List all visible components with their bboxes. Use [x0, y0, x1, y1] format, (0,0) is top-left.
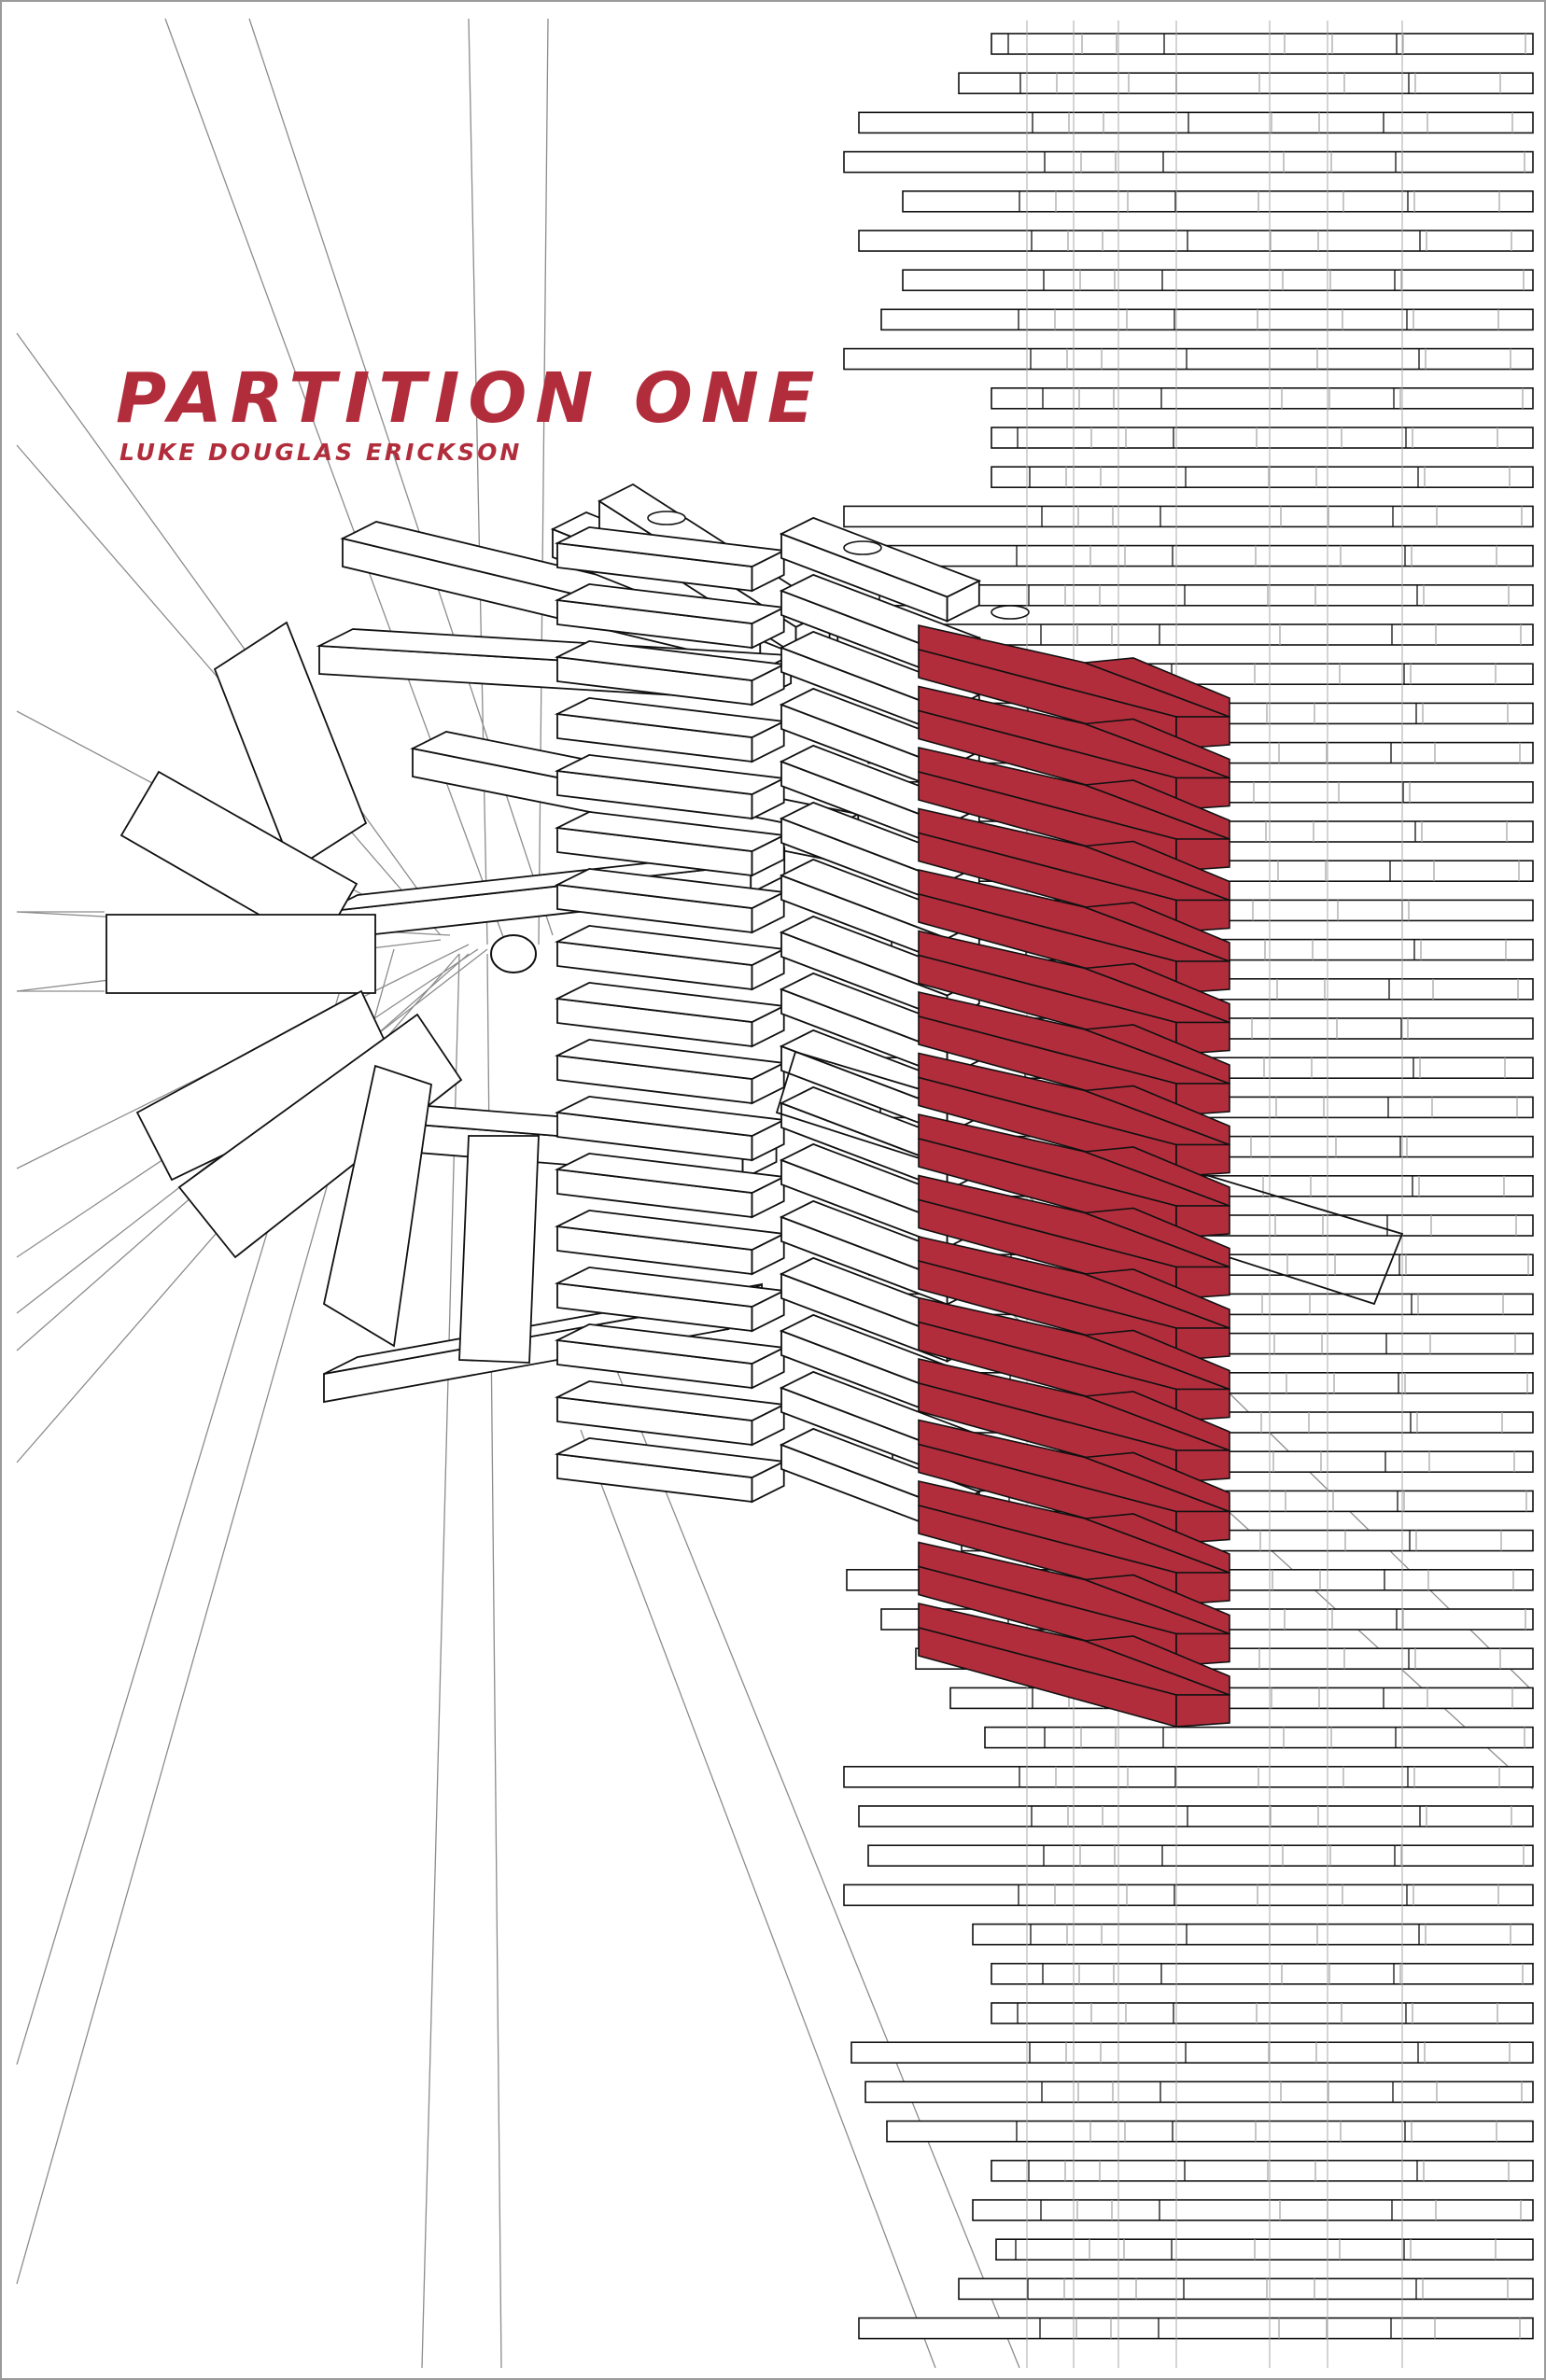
white-slab — [557, 926, 784, 989]
horizontal-bar — [865, 2081, 1533, 2102]
horizontal-bar — [845, 546, 1533, 567]
cover-author: LUKE DOUGLAS ERICKSON — [119, 439, 523, 466]
slab-hole — [844, 541, 881, 554]
horizontal-bar — [903, 191, 1533, 212]
guide-line — [539, 19, 548, 945]
white-slab — [557, 1324, 784, 1388]
radial-box — [106, 915, 375, 993]
horizontal-bar — [844, 1884, 1533, 1905]
horizontal-bar — [991, 467, 1533, 487]
horizontal-bar — [959, 2278, 1533, 2299]
cover-title: PARTITION ONE — [116, 358, 823, 439]
horizontal-bar — [959, 73, 1533, 93]
horizontal-bar — [859, 231, 1533, 251]
white-slab — [557, 1040, 784, 1103]
horizontal-bar — [844, 1767, 1533, 1787]
horizontal-bar — [996, 2239, 1533, 2260]
horizontal-bar — [991, 2161, 1533, 2181]
horizontal-bar — [844, 506, 1533, 526]
horizontal-bar — [991, 388, 1533, 409]
horizontal-bar — [991, 34, 1533, 54]
horizontal-bar — [985, 1728, 1533, 1748]
horizontal-bar — [973, 1925, 1533, 1945]
guide-line — [422, 954, 459, 2368]
horizontal-bar — [859, 2318, 1533, 2339]
guide-line — [469, 19, 487, 945]
horizontal-bar — [859, 1806, 1533, 1827]
white-slab — [557, 983, 784, 1046]
white-slab — [557, 1381, 784, 1445]
white-slab — [557, 1211, 784, 1274]
red-zigzag-slabs — [919, 625, 1230, 1727]
horizontal-bar — [851, 2042, 1533, 2063]
horizontal-bar — [991, 2003, 1533, 2023]
horizontal-bar — [881, 309, 1533, 329]
horizontal-bar — [844, 152, 1533, 173]
horizontal-bar — [973, 2200, 1533, 2220]
slab-hole — [991, 606, 1029, 619]
white-slab — [557, 698, 784, 762]
horizontal-bar — [991, 1964, 1533, 1984]
horizontal-bar — [887, 2121, 1533, 2142]
horizontal-bar — [903, 270, 1533, 290]
white-slab — [557, 1438, 784, 1502]
horizontal-bar — [950, 1687, 1533, 1708]
radial-box — [459, 1136, 539, 1363]
horizontal-bar — [859, 112, 1533, 133]
slab-hole — [648, 511, 685, 525]
horizontal-bar — [844, 349, 1533, 370]
horizontal-bar — [991, 427, 1533, 448]
horizontal-bar — [914, 624, 1533, 645]
hub-ring — [491, 935, 536, 973]
horizontal-bar — [868, 1845, 1533, 1866]
red-slab-end — [1176, 1695, 1230, 1727]
